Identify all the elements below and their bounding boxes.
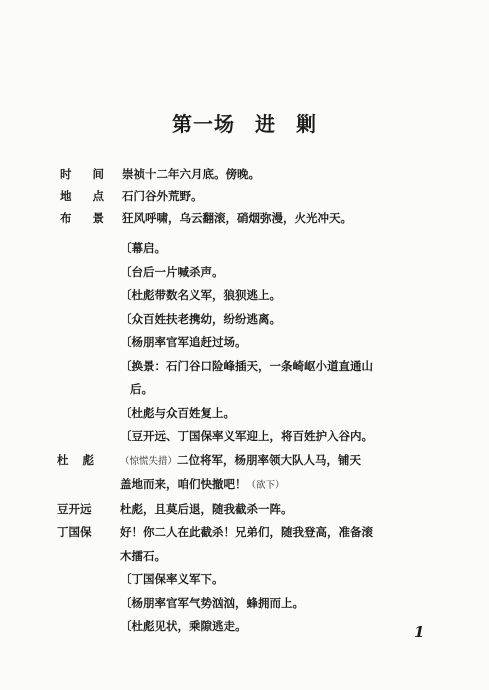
stage-direction: 〔幕启。 bbox=[120, 241, 166, 255]
stage-direction: 〔丁国保率义军下。 bbox=[120, 572, 224, 586]
stage-direction: 〔杨朋率官军气势汹汹，蜂拥而上。 bbox=[120, 595, 304, 610]
stage-direction: 〔众百姓扶老携幼，纷纷逃离。 bbox=[120, 311, 281, 326]
meta-value: 崇祯十二年六月底。傍晚。 bbox=[122, 167, 260, 181]
meta-key: 布 景 bbox=[60, 211, 104, 225]
speaker-name: 杜 彪 bbox=[57, 452, 94, 467]
stage-direction: 〔杨朋率官军追赶过场。 bbox=[120, 335, 247, 349]
meta-key: 地 点 bbox=[60, 189, 104, 203]
dialogue-line: 丁国保 好！你二人在此截杀！兄弟们，随我登高，准备滚 bbox=[57, 521, 452, 545]
stage-direction: 〔台后一片喊杀声。 bbox=[120, 264, 224, 279]
stage-direction-continued: 后。 bbox=[130, 382, 153, 396]
scene-meta bbox=[60, 163, 460, 229]
speaker-name: 豆开远 bbox=[57, 501, 92, 516]
meta-value: 狂风呼啸，乌云翻滚，硝烟弥漫，火光冲天。 bbox=[122, 211, 352, 225]
stage-direction: 〔杜彪见状，乘隙逃走。 bbox=[120, 619, 247, 633]
scene-title-number: 第一场 bbox=[172, 112, 235, 136]
acting-note: （惊慌失措） bbox=[120, 455, 178, 467]
script-body bbox=[57, 237, 452, 639]
meta-key: 时 间 bbox=[60, 167, 104, 181]
scene-title-word-1: 进 bbox=[255, 112, 276, 136]
dialogue-continued: 木擂石。 bbox=[120, 548, 166, 563]
stage-direction: 〔杜彪与众百姓复上。 bbox=[120, 405, 235, 420]
stage-direction: 〔换景：石门谷口险峰插天，一条崎岖小道直通山 bbox=[120, 358, 373, 373]
scene-title-word-2: 剿 bbox=[296, 112, 317, 136]
dialogue-line: 豆开远 杜彪，且莫后退，随我截杀一阵。 bbox=[57, 498, 452, 522]
acting-note: （欲下） bbox=[246, 480, 285, 491]
meta-row-place bbox=[60, 185, 460, 207]
dialogue-line: 杜 彪 （惊慌失措）二位将军，杨朋率领大队人马，铺天 bbox=[57, 449, 452, 474]
meta-row-time bbox=[60, 163, 460, 185]
meta-value: 石门谷外荒野。 bbox=[122, 189, 203, 203]
meta-row-scenery bbox=[60, 207, 460, 229]
speaker-name: 丁国保 bbox=[57, 525, 92, 539]
scene-title bbox=[0, 108, 489, 137]
page-number: 1 bbox=[414, 623, 425, 641]
stage-direction: 〔豆开远、丁国保率义军迎上，将百姓护入谷内。 bbox=[120, 429, 373, 443]
stage-direction: 〔杜彪带数名义军，狼狈逃上。 bbox=[120, 288, 281, 302]
dialogue-continued: 盖地而来，咱们快撤吧！（欲下） bbox=[120, 477, 285, 491]
